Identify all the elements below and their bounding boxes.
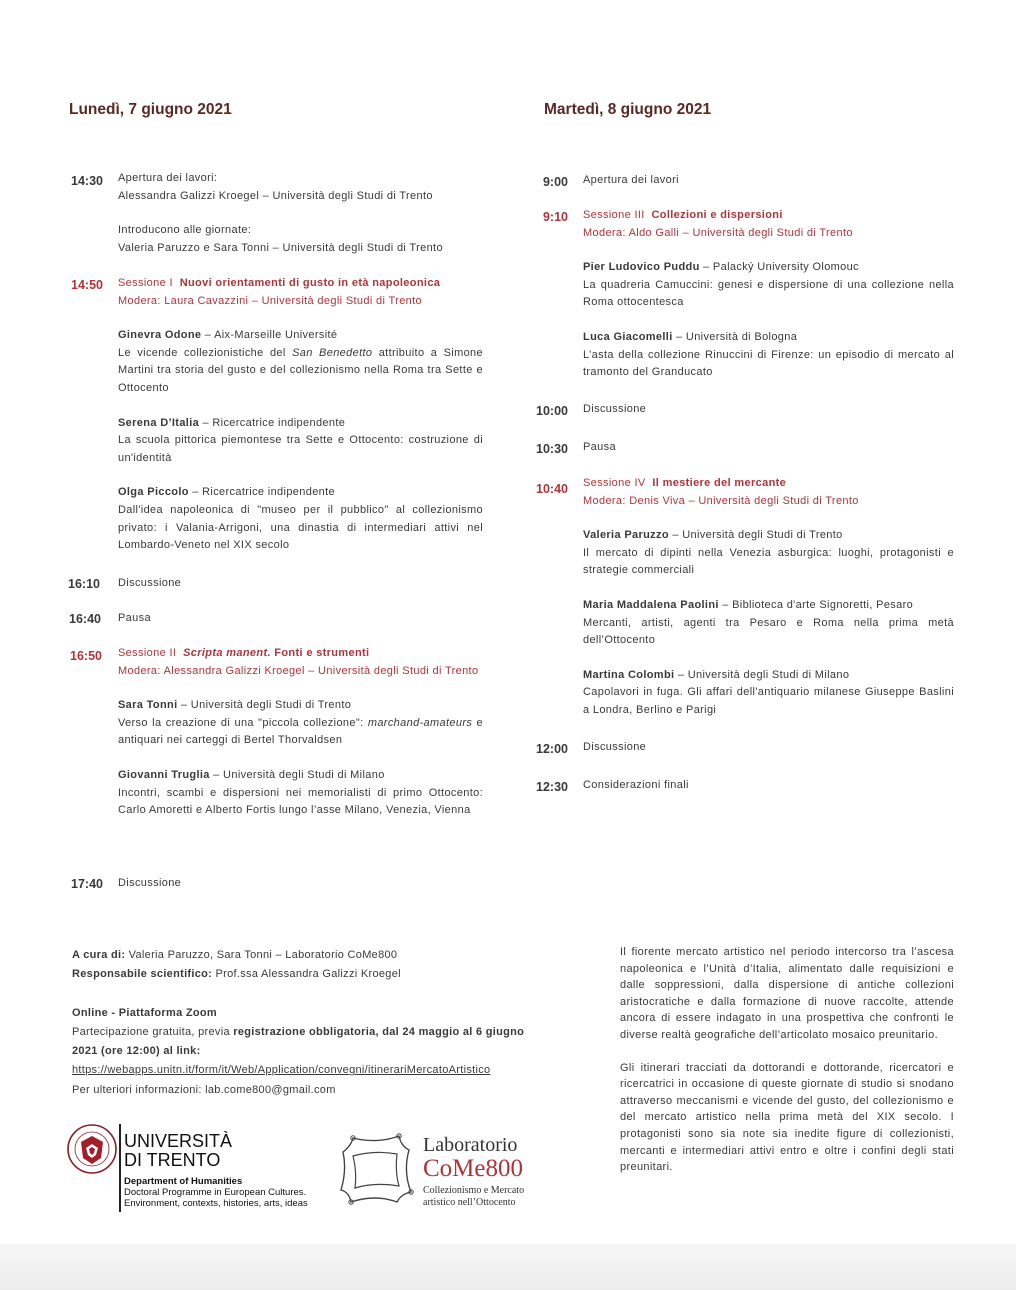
speaker-affiliation: – Università di Bologna <box>672 330 798 343</box>
time-1040: 10:40 <box>536 482 568 496</box>
time-0900: 9:00 <box>542 175 568 189</box>
speaker-affiliation: – Ricercatrice indipendente <box>199 416 346 429</box>
page-bottom-bar <box>0 1244 1016 1290</box>
session-4-block <box>583 475 954 720</box>
talk-title: L’asta della collezione Rinuccini di Firenze: un episodio di mercato al tramonto del Granducato <box>583 348 954 379</box>
session-title: Collezioni e dispersioni <box>651 209 783 221</box>
intro-speakers: Valeria Paruzzo e Sara Tonni – Università degli Studi di Trento <box>118 241 443 254</box>
discussion: Discussione <box>583 403 647 415</box>
discussion: Discussione <box>118 577 182 589</box>
session-title-italic: Scripta manent. <box>183 647 271 659</box>
session-chair: Modera: Aldo Galli – Università degli Studi di Trento <box>583 226 853 239</box>
curated-value: Valeria Paruzzo, Sara Tonni – Laboratorio CoMe800 <box>125 949 398 961</box>
session-label: Sessione III <box>583 209 645 221</box>
speaker-name: Martina Colombi <box>583 668 675 681</box>
speaker-affiliation: – Università degli Studi di Trento <box>177 699 352 712</box>
pause: Pausa <box>118 612 151 624</box>
session-1-block <box>118 275 483 555</box>
time-1000: 10:00 <box>536 404 568 418</box>
speaker-name: Olga Piccolo <box>118 486 189 499</box>
speaker-name: Valeria Paruzzo <box>583 529 669 542</box>
event-info <box>72 946 592 1100</box>
speaker-affiliation: – Ricercatrice indipendente <box>188 486 335 499</box>
frame-icon <box>337 1132 415 1206</box>
session-chair: Modera: Denis Viva – Università degli Studi di Trento <box>583 494 859 507</box>
talk-title: La scuola pittorica piemontese tra Sette e Ottocento: costruzione di un'identità <box>118 434 483 464</box>
time-1650: 16:50 <box>70 649 102 663</box>
talk-title: Il mercato di dipinti nella Venezia asburgica: luoghi, protagonisti e strategie commerciali <box>583 546 954 577</box>
speaker-name: Giovanni Truglia <box>118 768 210 781</box>
session-title: Nuovi orientamenti di gusto in età napoleonica <box>179 277 441 289</box>
final-remarks: Considerazioni finali <box>583 779 689 791</box>
time-1740: 17:40 <box>71 877 103 891</box>
session-label: Sessione IV <box>583 477 646 489</box>
time-1610: 16:10 <box>68 577 100 591</box>
time-1450: 14:50 <box>71 278 103 292</box>
time-1030: 10:30 <box>536 442 568 456</box>
opening-speaker: Alessandra Galizzi Kroegel – Università degli Studi di Trento <box>118 189 433 202</box>
talk-title: Dall'idea napoleonica di "museo per il pubblico" al collezionismo privato: i Valania-Arrigoni, una dinastia di intermediari attivi nel Lombardo-Veneto nel XIX secolo <box>118 503 483 552</box>
time-1200: 12:00 <box>536 742 568 756</box>
time-1640: 16:40 <box>69 612 101 626</box>
unitn-logo <box>66 1122 326 1214</box>
description-paragraph-2: Gli itinerari tracciati da dottorandi e dottorande, ricercatori e ricercatrici in occasione di queste giornate di studio si snodano attraverso meccanismi e vicende del gusto, del collezionismo e del mercato artistico nella prima metà del XIX secolo. I protagonisti sono sia note sia inedite figure di collezionisti, mercanti e intermediari attivi entro e oltre i confini degli stati preunitari. <box>620 1061 954 1174</box>
unitn-name: UNIVERSITÀ DI TRENTO <box>124 1131 233 1170</box>
session-label: Sessione I <box>118 277 173 289</box>
talk-title: La quadreria Camuccini: genesi e dispersione di una collezione nella Roma ottocentesca <box>583 278 954 309</box>
scientific-lead-value: Prof.ssa Alessandra Galizzi Kroegel <box>212 968 401 981</box>
speaker-affiliation: – Biblioteca d'arte Signoretti, Pesaro <box>718 598 914 611</box>
speaker-name: Sara Tonni <box>118 699 178 712</box>
opening-label: Apertura dei lavori: <box>118 172 218 184</box>
speaker-affiliation: – Palacký University Olomouc <box>699 261 859 274</box>
opening-block <box>118 170 483 257</box>
day2-title: Martedì, 8 giugno 2021 <box>544 101 712 118</box>
speaker-affiliation: – Università degli Studi di Trento <box>668 529 843 542</box>
talk-title: Incontri, scambi e dispersioni nei memorialisti di primo Ottocento: Carlo Amoretti e Alberto Fortis lungo l’asse Milano, Venezia, Vienna <box>118 786 483 817</box>
talk-title: Mercanti, artisti, agenti tra Pesaro e Roma nella prima metà dell’Ottocento <box>583 616 954 647</box>
discussion: Discussione <box>583 741 647 753</box>
lab-name: CoMe800 <box>423 1155 523 1182</box>
logo-divider <box>119 1124 121 1212</box>
time-1230: 12:30 <box>536 780 568 794</box>
session-3-block <box>583 207 954 382</box>
session-chair: Modera: Alessandra Galizzi Kroegel – Università degli Studi di Trento <box>118 664 479 677</box>
talk-title: Capolavori in fuga. Gli affari dell'antiquario milanese Giuseppe Baslini a Londra, Berlino e Parigi <box>583 686 954 716</box>
time-0910: 9:10 <box>542 210 568 224</box>
time-1430: 14:30 <box>71 174 103 188</box>
description-paragraph-1: Il fiorente mercato artistico nel periodo intercorso tra l’ascesa napoleonica e l’Unità d’Italia, alimentato dalle requisizioni e dalle soppressioni, dalla dispersione di antiche collezioni aristocratiche e dalla formazione di nuove raccolte, attende ancora di essere indagato in una prospettiva che confronti le diverse realtà geografiche dell’articolato mosaico preunitario. <box>620 946 954 1041</box>
opening: Apertura dei lavori <box>583 174 679 186</box>
lab-label: Laboratorio <box>423 1134 518 1156</box>
talk-title: Le vicende collezionistiche del San Benedetto attribuito a Simone Martini tra storia del gusto e del collezionismo nella Roma tra Sette e Ottocento <box>118 346 483 394</box>
speaker-affiliation: – Università degli Studi di Milano <box>674 668 850 681</box>
speaker-name: Maria Maddalena Paolini <box>583 598 719 611</box>
discussion: Discussione <box>118 877 182 889</box>
pause: Pausa <box>583 441 616 453</box>
speaker-name: Pier Ludovico Puddu <box>583 261 700 274</box>
intro-label: Introducono alle giornate: <box>118 224 252 237</box>
come800-logo <box>337 1132 567 1212</box>
speaker-name: Luca Giacomelli <box>583 330 673 343</box>
session-2-block <box>118 645 483 820</box>
speaker-affiliation: – Aix-Marseille Université <box>201 329 338 342</box>
curated-label: A cura di: <box>72 949 126 961</box>
session-title: Il mestiere del mercante <box>652 477 787 489</box>
speaker-name: Serena D’Italia <box>118 416 200 429</box>
contact-info: Per ulteriori informazioni: lab.come800@gmail.com <box>72 1083 336 1096</box>
day1-title: Lunedì, 7 giugno 2021 <box>69 101 232 118</box>
session-label: Sessione II <box>118 647 177 659</box>
registration-info: Partecipazione gratuita, previa registrazione obbligatoria, dal 24 maggio al 6 giugno 2021 (ore 12:00) al link: <box>72 1025 525 1058</box>
session-title: Fonti e strumenti <box>270 647 370 659</box>
registration-link[interactable]: https://webapps.unitn.it/form/it/Web/Application/convegni/itinerariMercatoArtistico <box>72 1064 491 1077</box>
description <box>620 944 954 1176</box>
online-platform: Online - Piattaforma Zoom <box>72 1006 218 1019</box>
speaker-name: Ginevra Odone <box>118 329 202 342</box>
scientific-lead-label: Responsabile scientifico: <box>72 968 213 981</box>
unitn-seal-icon <box>66 1122 118 1178</box>
speaker-affiliation: – Università degli Studi di Milano <box>209 768 385 781</box>
talk-title: Verso la creazione di una "piccola collezione": marchand-amateurs e antiquari nei carteggi di Bertel Thorvaldsen <box>118 716 483 747</box>
unitn-department: Department of Humanities Doctoral Programme in European Cultures. Environment, contexts, histories, arts, ideas <box>124 1176 308 1209</box>
session-chair: Modera: Laura Cavazzini – Università degli Studi di Trento <box>118 294 423 307</box>
lab-subtitle: Collezionismo e Mercato artistico nell’Ottocento <box>423 1185 525 1208</box>
